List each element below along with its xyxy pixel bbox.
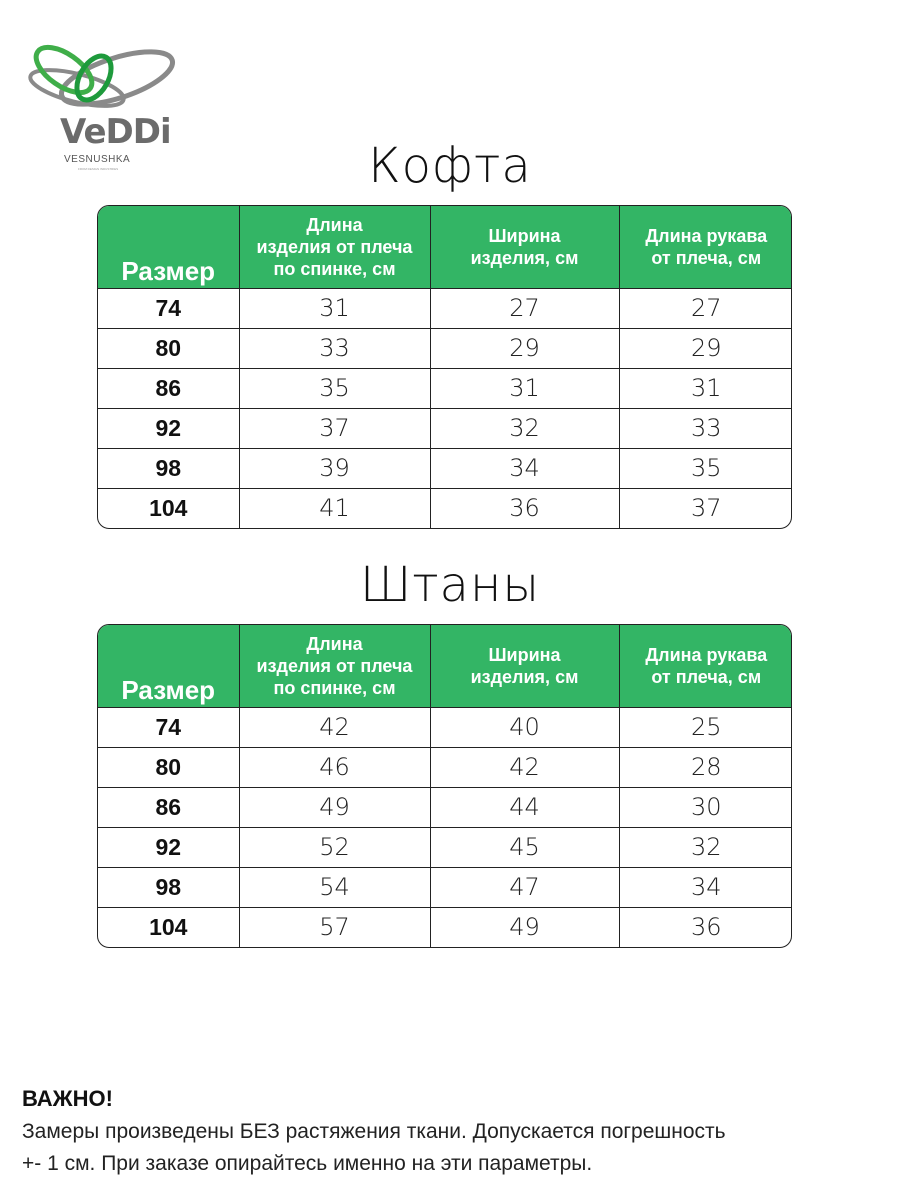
- size-cell: 80: [98, 328, 239, 368]
- width-cell: 31: [430, 368, 619, 408]
- length-cell: 37: [239, 408, 430, 448]
- table-row: [98, 328, 792, 368]
- sleeve-cell: 28: [619, 747, 792, 787]
- size-cell: 74: [98, 707, 239, 747]
- table-row: [98, 288, 792, 328]
- table-header-row: [98, 625, 792, 707]
- size-cell: 92: [98, 408, 239, 448]
- length-cell: 54: [239, 867, 430, 907]
- sleeve-cell: 34: [619, 867, 792, 907]
- width-cell: 34: [430, 448, 619, 488]
- header-length: Длина изделия от плеча по спинке, см: [239, 625, 430, 707]
- length-cell: 42: [239, 707, 430, 747]
- size-cell: 86: [98, 368, 239, 408]
- table-row: [98, 867, 792, 907]
- header-size: Размер: [98, 625, 239, 707]
- size-table-jacket: [97, 205, 792, 529]
- size-cell: 104: [98, 488, 239, 528]
- sleeve-cell: 31: [619, 368, 792, 408]
- length-cell: 57: [239, 907, 430, 947]
- table-row: [98, 488, 792, 528]
- sleeve-cell: 35: [619, 448, 792, 488]
- size-cell: 104: [98, 907, 239, 947]
- table-row: [98, 408, 792, 448]
- table-row: [98, 787, 792, 827]
- note-title: ВАЖНО!: [22, 1086, 113, 1111]
- logo-subtitle: VESNUSHKA: [64, 154, 131, 165]
- sleeve-cell: 33: [619, 408, 792, 448]
- length-cell: 35: [239, 368, 430, 408]
- size-cell: 92: [98, 827, 239, 867]
- sleeve-cell: 25: [619, 707, 792, 747]
- logo-tagline: FROM DESIGN INDUSTRIES: [78, 167, 119, 171]
- table-row: [98, 907, 792, 947]
- size-table-pants: [97, 624, 792, 948]
- header-width: Ширина изделия, см: [430, 206, 619, 288]
- sleeve-cell: 32: [619, 827, 792, 867]
- important-note: [22, 1086, 882, 1180]
- length-cell: 46: [239, 747, 430, 787]
- header-sleeve: Длина рукава от плеча, см: [619, 206, 792, 288]
- size-cell: 98: [98, 867, 239, 907]
- section-title-pants: Штаны: [359, 557, 541, 613]
- width-cell: 27: [430, 288, 619, 328]
- sleeve-cell: 36: [690, 913, 722, 942]
- width-cell: 47: [430, 867, 619, 907]
- size-cell: 86: [98, 787, 239, 827]
- length-cell: 49: [239, 787, 430, 827]
- length-cell: 52: [239, 827, 430, 867]
- size-cell: 74: [98, 288, 239, 328]
- width-cell: 32: [430, 408, 619, 448]
- length-cell: 33: [239, 328, 430, 368]
- width-cell: 36: [430, 488, 619, 528]
- header-size: Размер: [98, 206, 239, 288]
- sleeve-cell: 27: [619, 288, 792, 328]
- size-cell: 80: [98, 747, 239, 787]
- table-header-row: [98, 206, 792, 288]
- table-row: [98, 448, 792, 488]
- length-cell: 41: [239, 488, 430, 528]
- header-width: Ширина изделия, см: [430, 625, 619, 707]
- table-row: [98, 747, 792, 787]
- sleeve-cell: 30: [619, 787, 792, 827]
- width-cell: 45: [430, 827, 619, 867]
- width-cell: 29: [430, 328, 619, 368]
- length-cell: 31: [239, 288, 430, 328]
- sleeve-cell: 29: [619, 328, 792, 368]
- length-cell: 39: [239, 448, 430, 488]
- logo-wordmark: VeDDi: [60, 112, 171, 152]
- table-row: [98, 707, 792, 747]
- section-title-jacket: Кофта: [368, 138, 532, 194]
- width-cell: 44: [430, 787, 619, 827]
- table-row: [98, 368, 792, 408]
- size-cell: 98: [98, 448, 239, 488]
- width-cell: 42: [430, 747, 619, 787]
- sleeve-cell: 37: [690, 494, 722, 523]
- note-line-1: Замеры произведены БЕЗ растяжения ткани. Допускается погрешность: [22, 1120, 726, 1143]
- table-row: [98, 827, 792, 867]
- width-cell: 40: [430, 707, 619, 747]
- header-length: Длина изделия от плеча по спинке, см: [239, 206, 430, 288]
- note-line-2: +- 1 см. При заказе опирайтесь именно на эти параметры.: [22, 1152, 593, 1175]
- header-sleeve: Длина рукава от плеча, см: [619, 625, 792, 707]
- width-cell: 49: [430, 907, 619, 947]
